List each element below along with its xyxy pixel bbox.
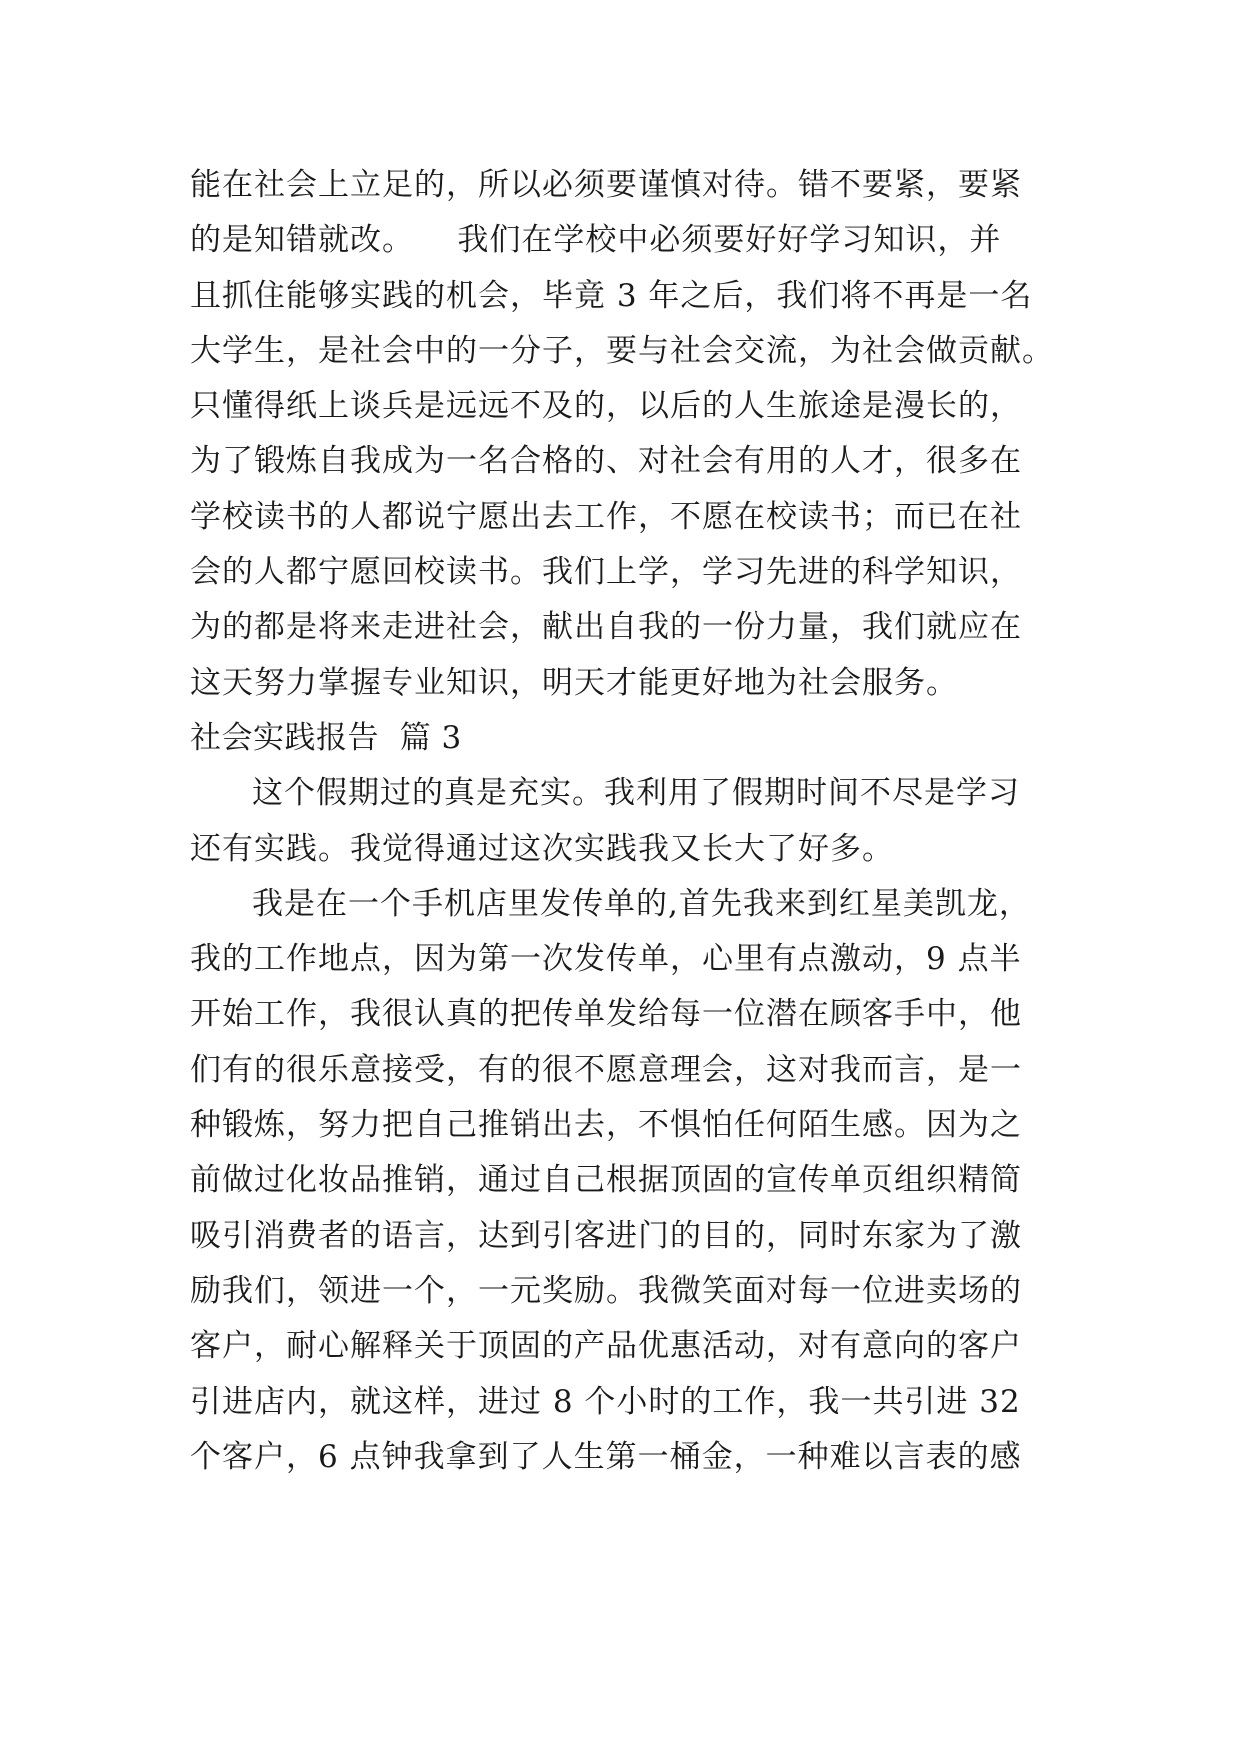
text-line: 前做过化妆品推销，通过自己根据顶固的宣传单页组织精简 [190, 1162, 1022, 1199]
text-line: 大学生，是社会中的一分子，要与社会交流，为社会做贡献。 [190, 332, 1054, 369]
text-line: 且抓住能够实践的机会，毕竟 3 年之后，我们将不再是一名 [190, 277, 1033, 314]
text-line: 开始工作，我很认真的把传单发给每一位潜在顾客手中，他 [190, 996, 1022, 1033]
text-line: 我的工作地点，因为第一次发传单，心里有点激动，9 点半 [190, 941, 1022, 978]
paragraph-first-line: 这个假期过的真是充实。我利用了假期时间不尽是学习 [252, 775, 1020, 812]
text-line: 吸引消费者的语言，达到引客进门的目的，同时东家为了激 [190, 1217, 1022, 1254]
text-line: 们有的很乐意接受，有的很不愿意理会，这对我而言，是一 [190, 1051, 1022, 1088]
text-line: 为的都是将来走进社会，献出自我的一份力量，我们就应在 [190, 609, 1022, 646]
text-line: 只懂得纸上谈兵是远远不及的，以后的人生旅途是漫长的， [190, 388, 1022, 425]
text-line: 引进店内，就这样，进过 8 个小时的工作，我一共引进 32 [190, 1383, 1021, 1420]
text-line: 的是知错就改。 我们在学校中必须要好好学习知识，并 [190, 222, 1002, 259]
text-line: 能在社会上立足的，所以必须要谨慎对待。错不要紧，要紧 [190, 167, 1022, 203]
text-line: 客户，耐心解释关于顶固的产品优惠活动，对有意向的客户 [190, 1328, 1022, 1365]
text-line: 会的人都宁愿回校读书。我们上学，学习先进的科学知识， [190, 554, 1022, 591]
text-line: 还有实践。我觉得通过这次实践我又长大了好多。 [190, 830, 894, 867]
document-body [190, 158, 1070, 1485]
section-heading: 社会实践报告 篇 3 [190, 719, 462, 756]
text-line: 为了锻炼自我成为一名合格的、对社会有用的人才，很多在 [190, 443, 1022, 480]
text-line: 这天努力掌握专业知识，明天才能更好地为社会服务。 [190, 664, 958, 701]
text-line: 励我们，领进一个，一元奖励。我微笑面对每一位进卖场的 [190, 1272, 1022, 1309]
text-line: 学校读书的人都说宁愿出去工作，不愿在校读书；而已在社 [190, 498, 1022, 535]
paragraph-first-line: 我是在一个手机店里发传单的,首先我来到红星美凯龙， [252, 885, 1031, 922]
text-line: 个客户，6 点钟我拿到了人生第一桶金，一种难以言表的感 [190, 1438, 1022, 1475]
text-line: 种锻炼，努力把自己推销出去，不惧怕任何陌生感。因为之 [190, 1107, 1022, 1144]
